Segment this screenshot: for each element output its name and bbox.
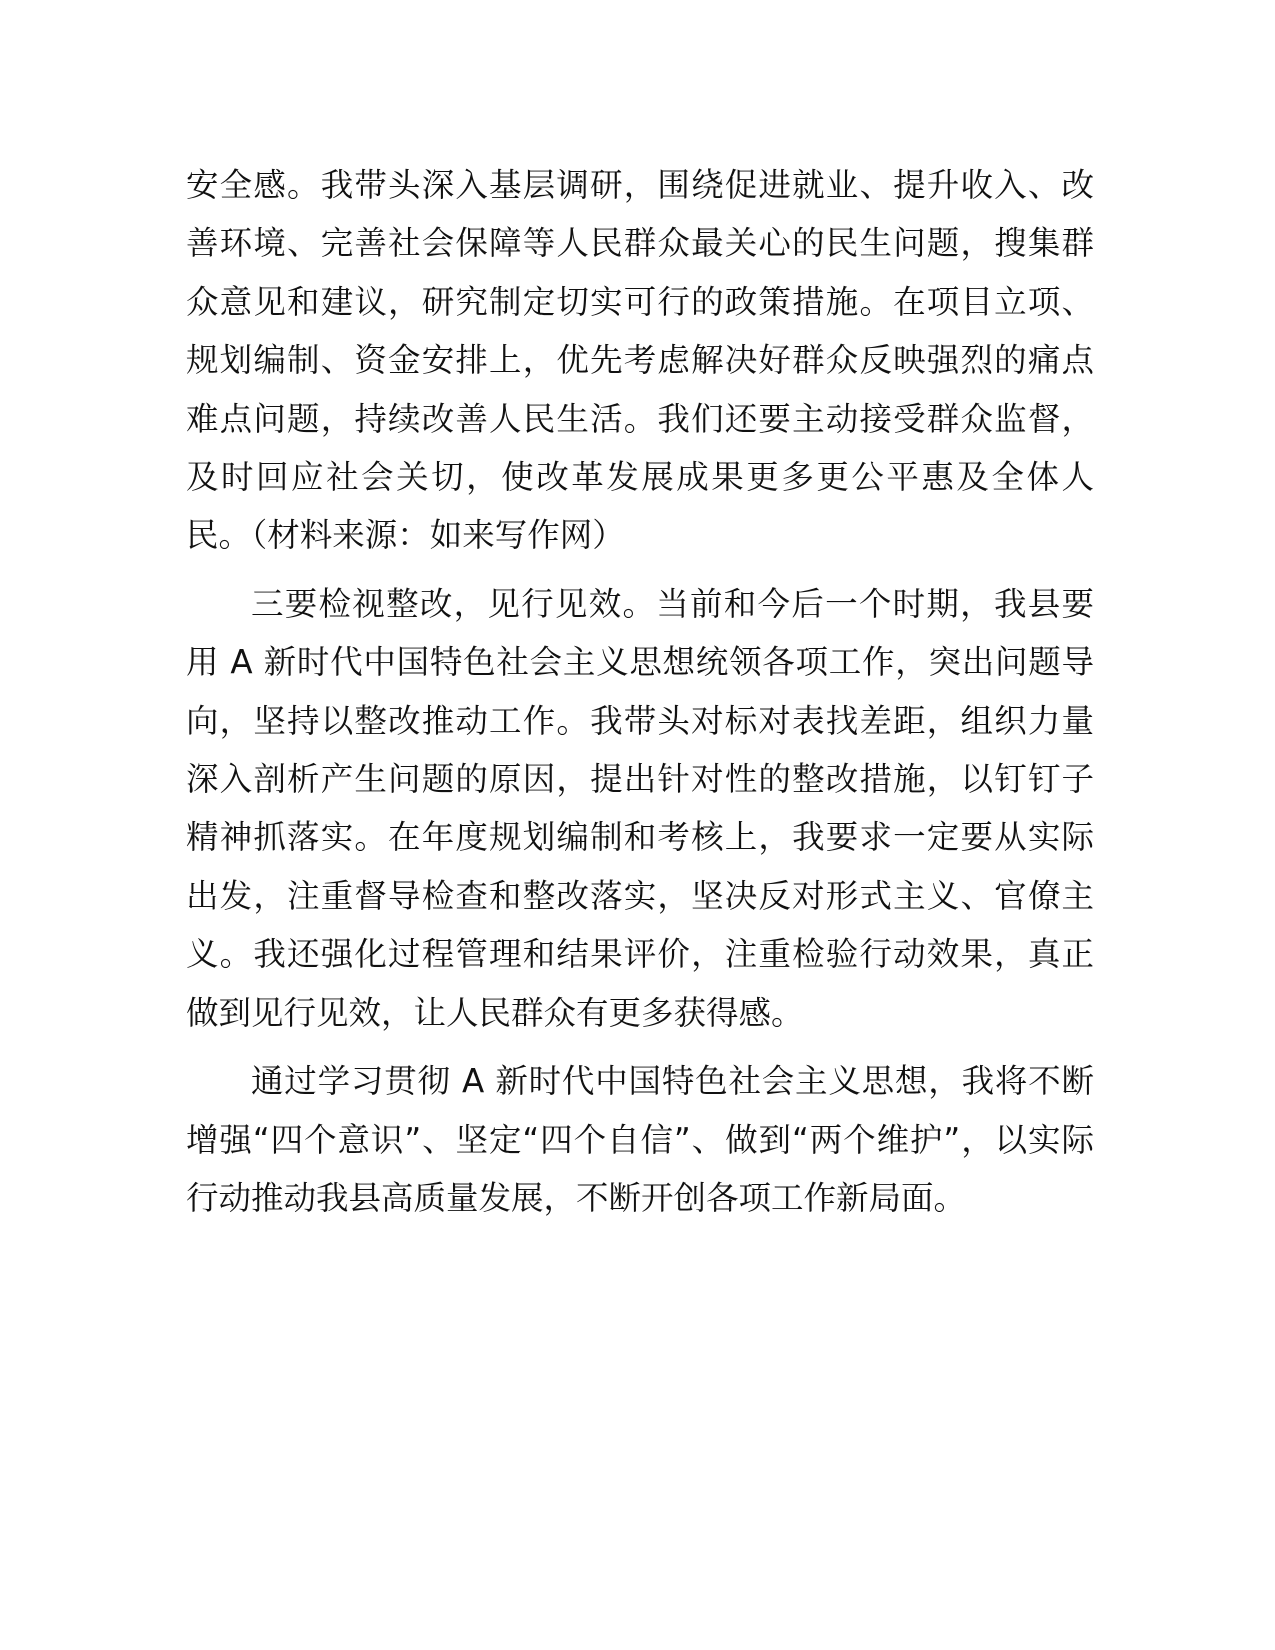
document-body <box>186 156 1094 1227</box>
paragraph-continued: 安全感。我带头深入基层调研，围绕促进就业、提升收入、改善环境、完善社会保障等人民群众最关心的民生问题，搜集群众意见和建议，研究制定切实可行的政策措施。在项目立项、规划编制、资金安排上，优先考虑解决好群众反映强烈的痛点难点问题，持续改善人民生活。我们还要主动接受群众监督，及时回应社会关切，使改革发展成果更多更公平惠及全体人民。（材料来源：如来写作网） <box>186 166 1094 555</box>
paragraph-rectification: 三要检视整改，见行见效。当前和今后一个时期，我县要用 A 新时代中国特色社会主义思想统领各项工作，突出问题导向，坚持以整改推动工作。我带头对标对表找差距，组织力量深入剖析产生问题的原因，提出针对性的整改措施，以钉钉子精神抓落实。在年度规划编制和考核上，我要求一定要从实际出发，注重督导检查和整改落实，坚决反对形式主义、官僚主义。我还强化过程管理和结果评价，注重检验行动效果，真正做到见行见效，让人民群众有更多获得感。 <box>186 584 1094 1032</box>
paragraph-conclusion: 通过学习贯彻 A 新时代中国特色社会主义思想，我将不断增强“四个意识”、坚定“四个自信”、做到“两个维护”，以实际行动推动我县高质量发展，不断开创各项工作新局面。 <box>186 1062 1094 1217</box>
